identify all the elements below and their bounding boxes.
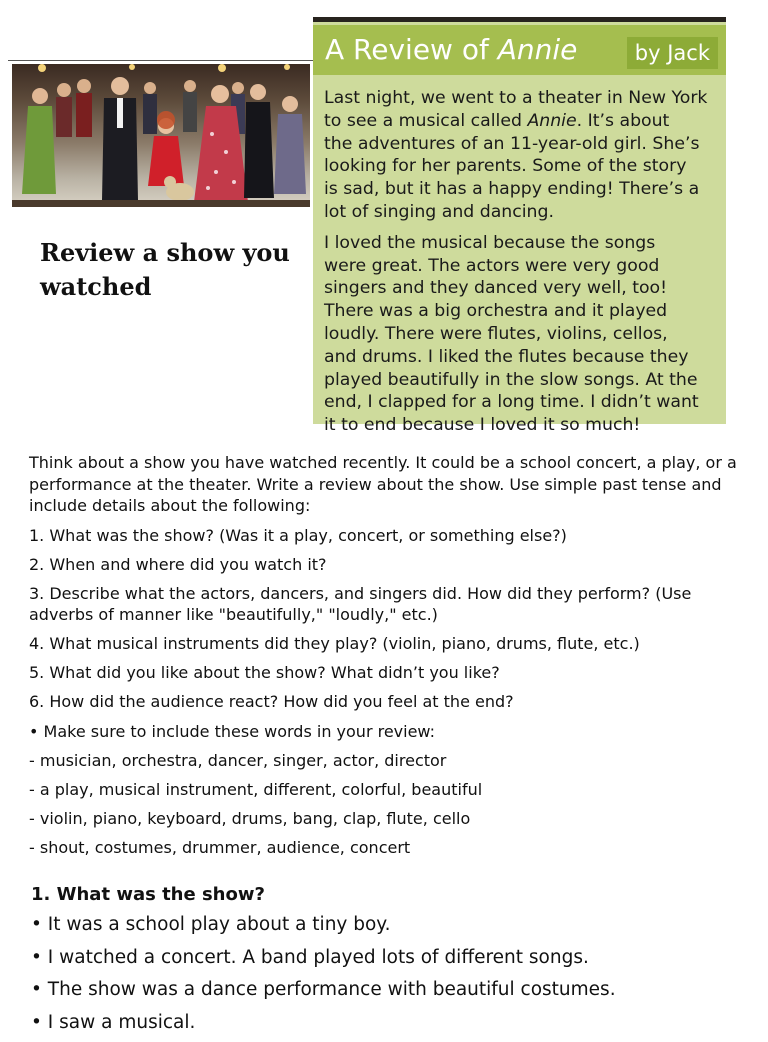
instruction-item: 6. How did the audience react? How did you feel at the end? bbox=[29, 692, 514, 712]
instructions bbox=[29, 452, 749, 866]
review-line: and drums. I liked the flutes because they bbox=[324, 346, 689, 367]
instructions-intro: Think about a show you have watched recently. It could be a school concert, a play, or a performance at the theater. Write a review about the show. Use simple past tense and include details about the following: bbox=[29, 453, 737, 515]
review-line bbox=[324, 110, 720, 133]
examples-section bbox=[31, 882, 751, 1042]
page-heading: Review a show you watched bbox=[40, 238, 290, 301]
review-card-header bbox=[313, 25, 726, 75]
review-paragraph-1 bbox=[324, 87, 720, 224]
cast-photo bbox=[12, 64, 310, 207]
review-line: lot of singing and dancing. bbox=[324, 201, 554, 222]
review-title-show: Annie bbox=[497, 33, 578, 66]
word-list-item: - a play, musical instrument, different, colorful, beautiful bbox=[29, 779, 483, 799]
review-line: played beautifully in the slow songs. At the bbox=[324, 369, 698, 390]
word-list-item: - musician, orchestra, dancer, singer, actor, director bbox=[29, 750, 447, 770]
review-byline: by Jack bbox=[627, 37, 718, 69]
review-card-top-strip bbox=[313, 17, 726, 22]
review-line-pre: to see a musical called bbox=[324, 110, 528, 131]
review-title bbox=[325, 35, 577, 65]
word-list-item: - shout, costumes, drummer, audience, concert bbox=[29, 837, 411, 857]
review-paragraph-2 bbox=[324, 232, 720, 437]
review-line: is sad, but it has a happy ending! There’s a bbox=[324, 179, 700, 200]
review-line: were great. The actors were very good bbox=[324, 255, 660, 276]
instruction-item: 4. What musical instruments did they play? (violin, piano, drums, flute, etc.) bbox=[29, 634, 640, 654]
review-title-main: A Review of bbox=[325, 33, 498, 66]
review-line: There was a big orchestra and it played bbox=[324, 301, 668, 322]
review-card bbox=[313, 17, 726, 436]
review-line: looking for her parents. Some of the story bbox=[324, 156, 687, 177]
instruction-item: • Make sure to include these words in your review: bbox=[29, 721, 436, 741]
review-line: the adventures of an 11-year-old girl. She’s bbox=[324, 133, 700, 154]
cast-photo-illustration bbox=[12, 64, 310, 207]
review-line: singers and they danced very well, too! bbox=[324, 278, 668, 299]
example-question: 1. What was the show? bbox=[31, 884, 265, 905]
review-line-post: . It’s about bbox=[576, 110, 670, 131]
review-line: it to end because I loved it so much! bbox=[324, 415, 641, 436]
review-line-show-name: Annie bbox=[527, 110, 577, 131]
example-answer: • The show was a dance performance with beautiful costumes. bbox=[31, 979, 616, 1000]
example-answer: • It was a school play about a tiny boy. bbox=[31, 914, 391, 935]
example-answer: • I saw a musical. bbox=[31, 1011, 196, 1033]
review-line: Last night, we went to a theater in New York bbox=[324, 88, 708, 108]
instruction-item: 1. What was the show? (Was it a play, concert, or something else?) bbox=[29, 525, 567, 545]
word-list-item: - violin, piano, keyboard, drums, bang, clap, flute, cello bbox=[29, 808, 471, 828]
review-line: I loved the musical because the songs bbox=[324, 232, 656, 253]
instruction-item: 3. Describe what the actors, dancers, and singers did. How did they perform? (Use adverbs of manner like "beautifully," "loudly," etc.) bbox=[29, 583, 692, 625]
instruction-item: 5. What did you like about the show? What didn’t you like? bbox=[29, 663, 500, 683]
example-answer: • I watched a concert. A band played lots of different songs. bbox=[31, 946, 589, 968]
instruction-item: 2. When and where did you watch it? bbox=[29, 554, 327, 574]
review-line: end, I clapped for a long time. I didn’t want bbox=[324, 392, 699, 413]
review-line: loudly. There were flutes, violins, cellos, bbox=[324, 323, 668, 344]
review-body bbox=[324, 87, 720, 437]
top-divider-line bbox=[8, 60, 314, 61]
